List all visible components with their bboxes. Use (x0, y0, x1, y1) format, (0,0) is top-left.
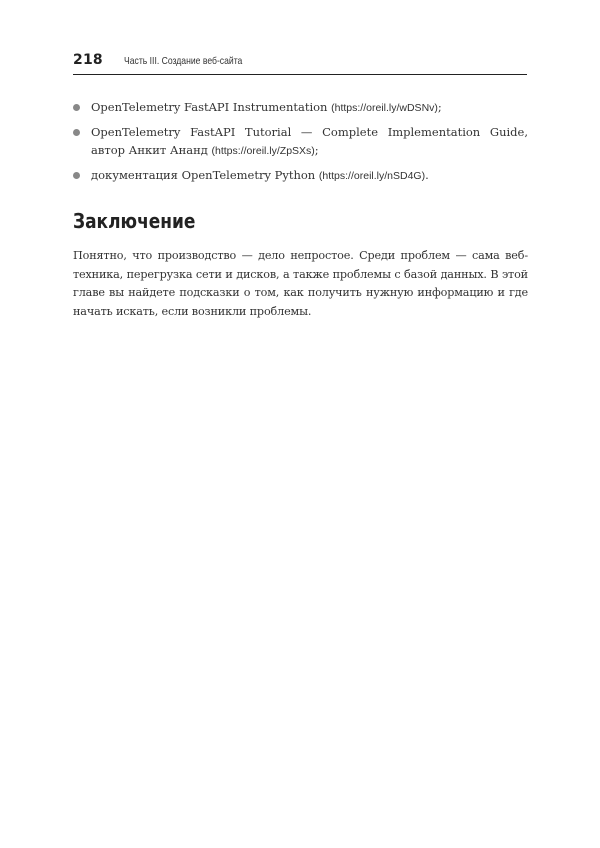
punctuation: . (425, 168, 429, 182)
list-item (73, 123, 528, 160)
running-head: Часть III. Создание веб-сайта (124, 55, 243, 67)
section-title: Заключение (73, 209, 196, 233)
punctuation: ; (314, 143, 319, 157)
link[interactable]: (https://oreil.ly/wDSNv) (331, 102, 438, 114)
list-item-text: OpenTelemetry FastAPI Tutorial — Complete Implementation Guide, автор Анкит Ананд (91, 125, 528, 157)
page-number: 218 (73, 52, 103, 68)
list-item (73, 166, 528, 185)
link[interactable]: (https://oreil.ly/nSD4G) (318, 170, 426, 182)
bullet-icon (73, 104, 80, 111)
body-paragraph: Понятно, что производство — дело непростое. Среди проблем — сама веб-техника, перегрузка сети и дисков, а также проблемы с базой данных. В этой главе вы найдете подсказки о том, как получить нужную информацию и где начать искать, если возникли проблемы. (73, 249, 528, 318)
list-item-text: документация OpenTelemetry Python (91, 168, 319, 182)
page-header (73, 52, 527, 75)
bullet-icon (73, 129, 80, 136)
link[interactable]: (https://oreil.ly/ZpSXs) (211, 145, 315, 157)
punctuation: ; (437, 100, 442, 114)
list-item-text: OpenTelemetry FastAPI Instrumentation (91, 100, 332, 114)
list-item (73, 98, 528, 117)
reference-list (73, 98, 528, 191)
bullet-icon (73, 172, 80, 179)
